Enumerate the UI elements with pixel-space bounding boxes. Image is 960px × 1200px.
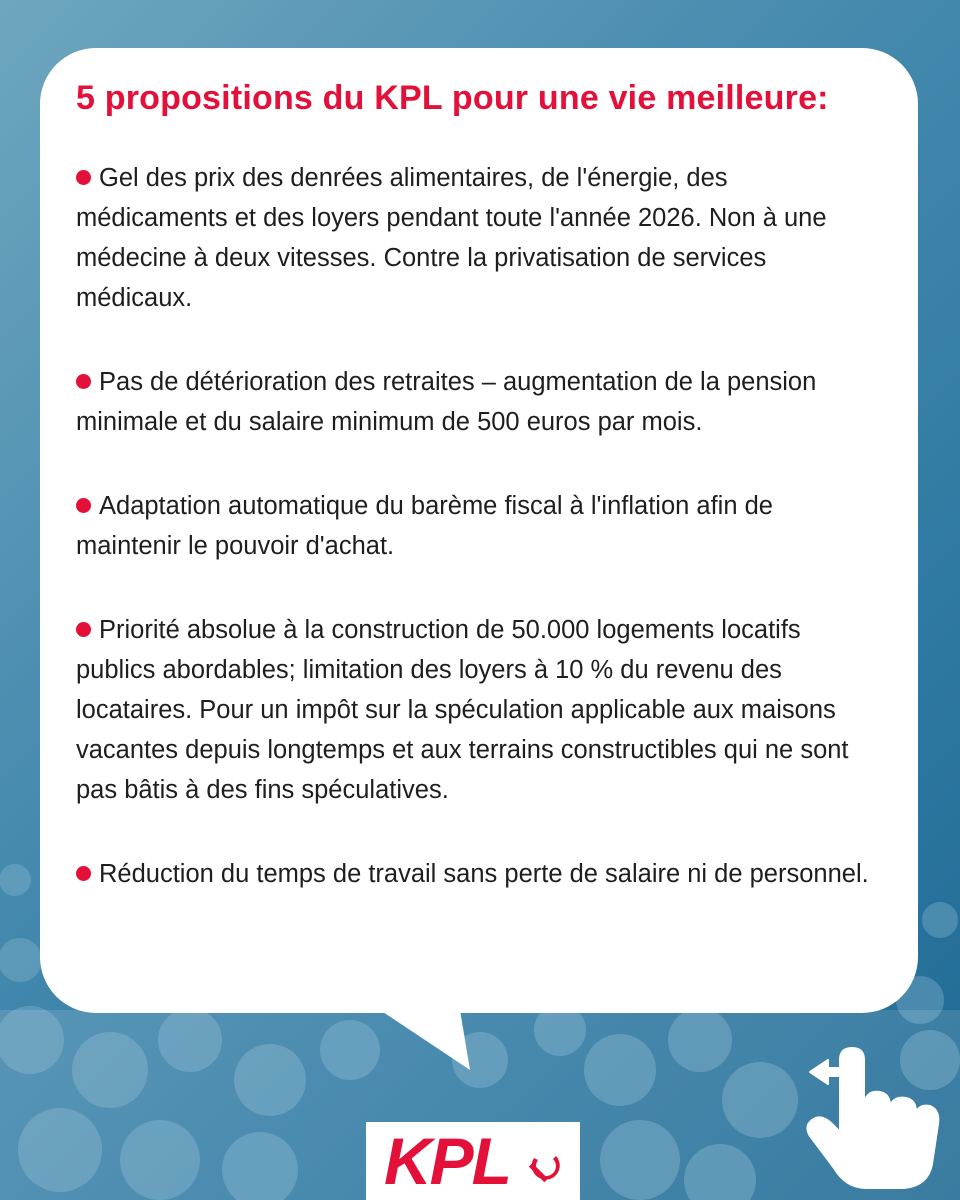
- list-item-text: Priorité absolue à la construction de 50.000 logements locatifs publics abordables; limitation des loyers à 10 % du revenu des locataires. Pour un impôt sur la spéculation applicable aux maisons vacantes depuis longtemps et aux terrains constructibles qui ne sont pas bâtis à des fins spéculatives.: [76, 616, 849, 804]
- list-item-text: Réduction du temps de travail sans perte de salaire ni de personnel.: [99, 860, 869, 888]
- list-item: [76, 486, 876, 566]
- red-dot-icon: [76, 170, 91, 185]
- logo-text: KPL: [384, 1124, 510, 1198]
- list-item-text: Pas de détérioration des retraites – augmentation de la pension minimale et du salaire minimum de 500 euros par mois.: [76, 368, 817, 436]
- list-item: [76, 854, 876, 894]
- red-dot-icon: [76, 498, 91, 513]
- red-dot-icon: [76, 622, 91, 637]
- swipe-hand-icon: [800, 1040, 950, 1190]
- list-item: [76, 362, 876, 442]
- red-dot-icon: [76, 374, 91, 389]
- page-title: 5 propositions du KPL pour une vie meilleure:: [76, 79, 829, 117]
- list-item: [76, 610, 876, 810]
- red-dot-icon: [76, 866, 91, 881]
- list-item: [76, 158, 876, 318]
- kpl-logo: [366, 1122, 580, 1200]
- hammer-sickle-icon: [526, 1148, 566, 1188]
- list-item-text: Gel des prix des denrées alimentaires, de l'énergie, des médicaments et des loyers pendant toute l'année 2026. Non à une médecine à deux vitesses. Contre la privatisation de services médicaux.: [76, 164, 827, 312]
- list-item-text: Adaptation automatique du barème fiscal à l'inflation afin de maintenir le pouvoir d'achat.: [76, 492, 773, 560]
- proposals-list: [76, 158, 876, 938]
